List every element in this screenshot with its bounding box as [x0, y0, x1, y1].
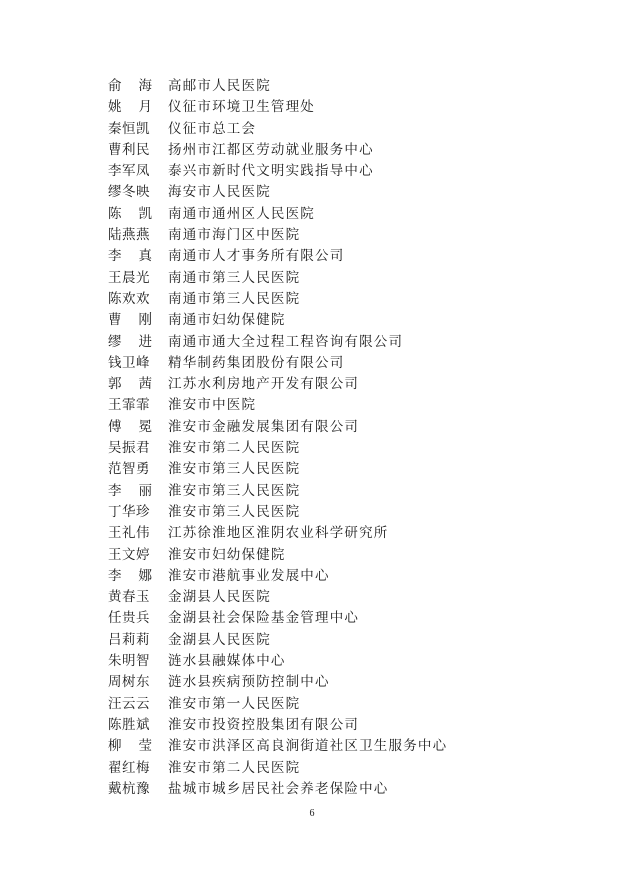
person-name: 翟红梅	[108, 759, 150, 776]
organization-name: 淮安市第三人民医院	[168, 482, 301, 499]
organization-name: 金湖县人民医院	[168, 631, 271, 648]
list-item	[108, 502, 588, 523]
organization-name: 淮安市投资控股集团有限公司	[168, 716, 360, 733]
organization-name: 南通市海门区中医院	[168, 227, 301, 244]
organization-name: 南通市第三人民医院	[168, 269, 301, 286]
list-item	[108, 140, 588, 161]
person-name: 任贵兵	[108, 610, 150, 627]
organization-name: 淮安市中医院	[168, 397, 257, 414]
organization-name: 南通市通大全过程工程咨询有限公司	[168, 333, 404, 350]
organization-name: 盐城市城乡居民社会养老保险中心	[168, 780, 389, 797]
person-name: 钱卫峰	[108, 354, 150, 371]
person-name: 王文婷	[108, 546, 150, 563]
person-name: 曹刚	[108, 312, 169, 329]
list-item	[108, 395, 588, 416]
list-item	[108, 246, 588, 267]
organization-name: 南通市通州区人民医院	[168, 205, 315, 222]
name-list	[108, 76, 588, 800]
list-item	[108, 758, 588, 779]
person-name: 姚月	[108, 99, 169, 116]
organization-name: 金湖县社会保险基金管理中心	[168, 610, 360, 627]
person-name: 戴杭豫	[108, 780, 150, 797]
person-name: 曹利民	[108, 141, 150, 158]
page-number: 6	[309, 808, 315, 819]
person-name: 汪云云	[108, 695, 150, 712]
list-item	[108, 417, 588, 438]
person-name: 王霏霏	[108, 397, 150, 414]
list-item	[108, 332, 588, 353]
organization-name: 淮安市第二人民医院	[168, 759, 301, 776]
person-name: 范智勇	[108, 461, 150, 478]
list-item	[108, 268, 588, 289]
organization-name: 江苏徐淮地区淮阴农业科学研究所	[168, 525, 389, 542]
organization-name: 泰兴市新时代文明实践指导中心	[168, 163, 374, 180]
organization-name: 金湖县人民医院	[168, 589, 271, 606]
person-name: 陈欢欢	[108, 290, 150, 307]
person-name: 秦恒凯	[108, 120, 150, 137]
organization-name: 海安市人民医院	[168, 184, 271, 201]
organization-name: 淮安市港航事业发展中心	[168, 567, 330, 584]
list-item	[108, 651, 588, 672]
organization-name: 淮安市洪泽区高良涧街道社区卫生服务中心	[168, 738, 448, 755]
person-name: 傅冕	[108, 418, 169, 435]
list-item	[108, 353, 588, 374]
person-name: 王晨光	[108, 269, 150, 286]
list-item	[108, 374, 588, 395]
list-item	[108, 161, 588, 182]
organization-name: 南通市妇幼保健院	[168, 312, 286, 329]
organization-name: 南通市第三人民医院	[168, 290, 301, 307]
person-name: 吕莉莉	[108, 631, 150, 648]
person-name: 李军凤	[108, 163, 150, 180]
person-name: 黄春玉	[108, 589, 150, 606]
list-item	[108, 97, 588, 118]
person-name: 陆燕燕	[108, 227, 150, 244]
organization-name: 淮安市金融发展集团有限公司	[168, 418, 360, 435]
organization-name: 高邮市人民医院	[168, 78, 271, 94]
organization-name: 淮安市妇幼保健院	[168, 546, 286, 563]
organization-name: 南通市人才事务所有限公司	[168, 248, 345, 265]
person-name: 丁华珍	[108, 503, 150, 520]
organization-name: 淮安市第三人民医院	[168, 503, 301, 520]
organization-name: 涟水县疾病预防控制中心	[168, 674, 330, 691]
list-item	[108, 608, 588, 629]
organization-name: 淮安市第二人民医院	[168, 440, 301, 457]
list-item	[108, 182, 588, 203]
person-name: 李娜	[108, 567, 169, 584]
organization-name: 精华制药集团股份有限公司	[168, 354, 345, 371]
organization-name: 淮安市第一人民医院	[168, 695, 301, 712]
organization-name: 仪征市总工会	[168, 120, 257, 137]
person-name: 王礼伟	[108, 525, 150, 542]
list-item	[108, 587, 588, 608]
person-name: 柳莹	[108, 738, 169, 755]
organization-name: 淮安市第三人民医院	[168, 461, 301, 478]
list-item	[108, 694, 588, 715]
list-item	[108, 545, 588, 566]
person-name: 吴振君	[108, 440, 150, 457]
organization-name: 扬州市江都区劳动就业服务中心	[168, 141, 374, 158]
list-item	[108, 204, 588, 225]
list-item	[108, 438, 588, 459]
list-item	[108, 459, 588, 480]
list-item	[108, 566, 588, 587]
list-item	[108, 289, 588, 310]
person-name: 郭茜	[108, 376, 169, 393]
person-name: 缪冬映	[108, 184, 150, 201]
list-item	[108, 76, 588, 97]
person-name: 陈胜斌	[108, 716, 150, 733]
person-name: 李真	[108, 248, 169, 265]
list-item	[108, 119, 588, 140]
person-name: 李丽	[108, 482, 169, 499]
organization-name: 涟水县融媒体中心	[168, 653, 286, 670]
list-item	[108, 310, 588, 331]
person-name: 俞海	[108, 78, 169, 94]
list-item	[108, 630, 588, 651]
person-name: 朱明智	[108, 653, 150, 670]
list-item	[108, 225, 588, 246]
person-name: 陈凯	[108, 205, 169, 222]
list-item	[108, 523, 588, 544]
list-item	[108, 779, 588, 800]
list-item	[108, 672, 588, 693]
person-name: 缪进	[108, 333, 169, 350]
organization-name: 仪征市环境卫生管理处	[168, 99, 315, 116]
person-name: 周树东	[108, 674, 150, 691]
list-item	[108, 736, 588, 757]
list-item	[108, 481, 588, 502]
list-item	[108, 715, 588, 736]
organization-name: 江苏水利房地产开发有限公司	[168, 376, 360, 393]
